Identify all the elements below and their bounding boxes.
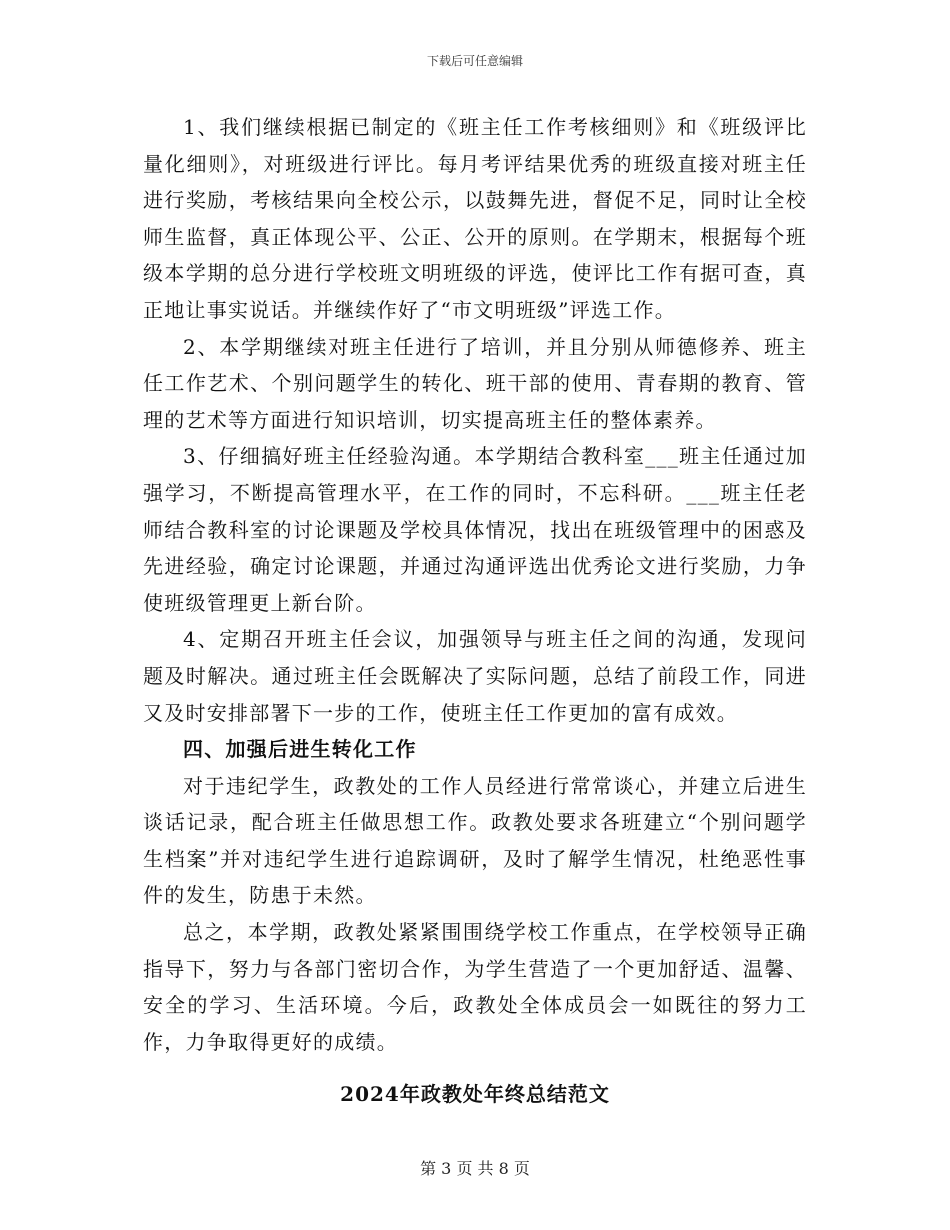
paragraph-1: 1、我们继续根据已制定的《班主任工作考核细则》和《班级评比量化细则》，对班级进行评比。每月考评结果优秀的班级直接对班主任进行奖励，考核结果向全校公示，以鼓舞先进，督促不足，同时让全校师生监督，真正体现公平、公正、公开的原则。在学期末，根据每个班级本学期的总分进行学校班文明班级的评选，使评比工作有据可查，真正地让事实说话。并继续作好了“市文明班级”评选工作。 xyxy=(143,115,807,322)
paragraph-6: 总之，本学期，政教处紧紧围围绕学校工作重点，在学校领导正确指导下，努力与各部门密切合作，为学生营造了一个更加舒适、温馨、安全的学习、生活环境。今后，政教处全体成员会一如既往的努力工作，力争取得更好的成绩。 xyxy=(143,920,807,1054)
page-header: 下载后可任意编辑 xyxy=(426,54,523,68)
paragraph-4: 4、定期召开班主任会议，加强领导与班主任之间的沟通，发现问题及时解决。通过班主任会既解决了实际问题，总结了前段工作，同进又及时安排部署下一步的工作，使班主任工作更加的富有成效。 xyxy=(143,627,807,725)
page-footer: 第 3 页 共 8 页 xyxy=(420,1159,530,1178)
paragraph-3: 3、仔细搞好班主任经验沟通。本学期结合教科室___班主任通过加强学习，不断提高管理水平，在工作的同时，不忘科研。___班主任老师结合教科室的讨论课题及学校具体情况，找出在班级管理中的困惑及先进经验，确定讨论课题，并通过沟通评选出优秀论文进行奖励，力争使班级管理更上新台阶。 xyxy=(143,444,807,615)
paragraph-5: 对于违纪学生，政教处的工作人员经进行常常谈心，并建立后进生谈话记录，配合班主任做思想工作。政教处要求各班建立“个别问题学生档案”并对违纪学生进行追踪调研，及时了解学生情况，杜绝恶性事件的发生，防患于未然。 xyxy=(143,773,807,908)
document-body xyxy=(143,109,807,1060)
paragraph-2: 2、本学期继续对班主任进行了培训，并且分别从师德修养、班主任工作艺术、个别问题学生的转化、班干部的使用、青春期的教育、管理的艺术等方面进行知识培训，切实提高班主任的整体素养。 xyxy=(143,334,807,432)
next-document-title: 2024年政教处年终总结范文 xyxy=(340,1082,610,1106)
section-heading-4: 四、加强后进生转化工作 xyxy=(183,737,417,762)
